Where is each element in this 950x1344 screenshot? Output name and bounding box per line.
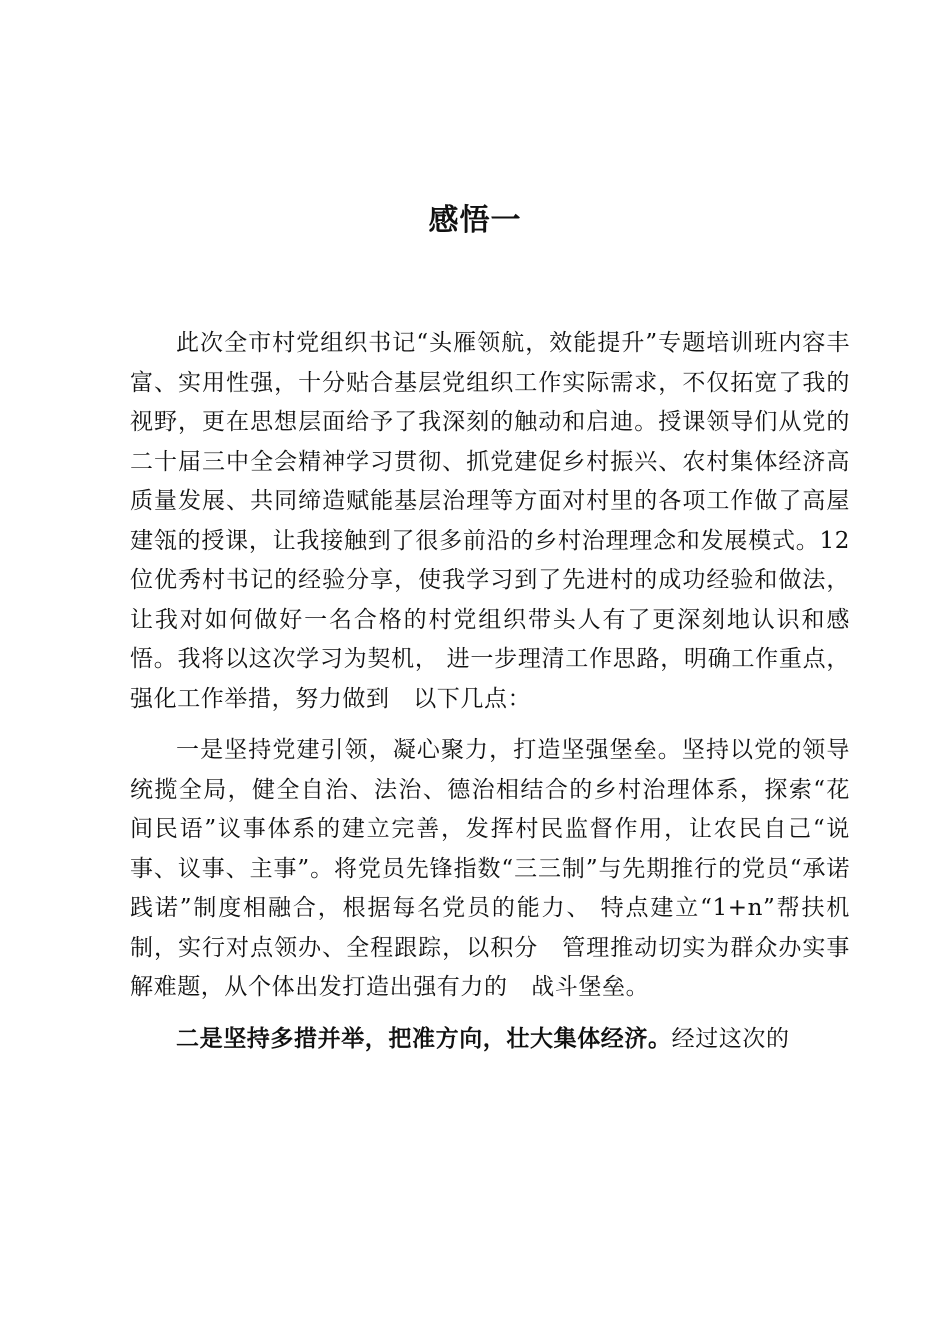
- document-body: [130, 324, 850, 1059]
- paragraph-text: 此次全市村党组织书记“头雁领航，效能提升”专题培训班内容丰富、实用性强，十分贴合基层党组织工作实际需求，不仅拓宽了我的视野，更在思想层面给予了我深刻的触动和启迪。授课领导们从党的二十届三中全会精神学习贯彻、抓党建促乡村振兴、农村集体经济高质量发展、共同缔造赋能基层治理等方面对村里的各项工作做了高屋建瓴的授课，让我接触到了很多前沿的乡村治理理念和发展模式。12位优秀村书记的经验分享，使我学习到了先进村的成功经验和做法，让我对如何做好一名合格的村党组织带头人有了更深刻地认识和感悟。我将以这次学习为契机， 进一步理清工作思路，明确工作重点，强化工作举措，努力做到 以下几点：: [130, 330, 850, 712]
- paragraph-intro: [130, 324, 850, 719]
- paragraph-point-two: [130, 1020, 850, 1060]
- paragraph-text: 经过这次的: [671, 1025, 790, 1052]
- document-title: 感悟一: [428, 203, 522, 238]
- paragraph-text: 一是坚持党建引领，凝心聚力，打造坚强堡垒。坚持以党的领导统揽全局，健全自治、法治、德治相结合的乡村治理体系，探索“花间民语”议事体系的建立完善，发挥村民监督作用，让农民自己“说事、议事、主事”。将党员先锋指数“三三制”与先期推行的党员“承诺践诺”制度相融合，根据每名党员的能力、 特点建立“1+n”帮扶机制，实行对点领办、全程跟踪，以积分 管理推动切实为群众办实事解难题，从个体出发打造出强有力的 战斗堡垒。: [130, 737, 850, 1000]
- paragraph-lead: 二是坚持多措并举，把准方向，壮大集体经济。: [176, 1025, 672, 1052]
- paragraph-point-one: [130, 731, 850, 1008]
